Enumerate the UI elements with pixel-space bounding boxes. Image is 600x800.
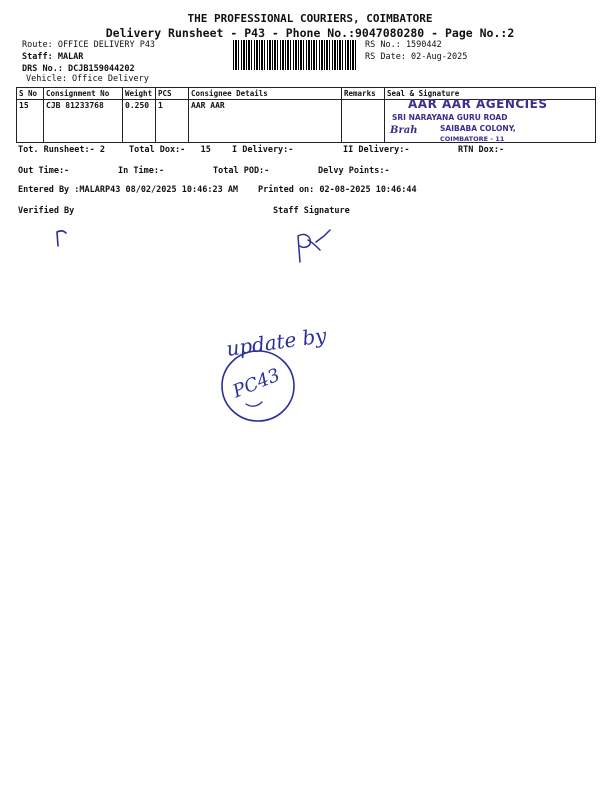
rs-date: RS Date: 02-Aug-2025: [365, 52, 468, 62]
cell-consignee: AAR AAR: [189, 100, 342, 143]
stamp-line-3: SAIBABA COLONY,: [440, 124, 516, 133]
staff-text: Staff: MALAR: [22, 52, 84, 62]
in-time: In Time:-: [118, 166, 165, 176]
col-seal: Seal & Signature: [385, 88, 596, 100]
total-dox: Total Dox:- 15: [129, 145, 211, 155]
i-delivery: I Delivery:-: [232, 145, 294, 155]
col-remarks: Remarks: [342, 88, 385, 100]
barcode-image: [233, 40, 357, 70]
runsheet-title: Delivery Runsheet - P43 - Phone No.:9047080280 - Page No.:2: [105, 26, 515, 40]
staff-signature-label: Staff Signature: [273, 206, 350, 216]
cell-consignment: CJB 81233768: [44, 100, 123, 143]
out-time: Out Time:-: [18, 166, 70, 176]
stamp-line-4: COIMBATORE - 11: [440, 135, 505, 141]
col-consignee: Consignee Details: [189, 88, 342, 100]
col-consignment: Consignment No: [44, 88, 123, 100]
rtn-dox: RTN Dox:-: [458, 145, 505, 155]
tot-runsheet: Tot. Runsheet:- 2: [18, 145, 105, 155]
stamp-signature: Brah: [390, 125, 418, 136]
vehicle-text: Vehicle: Office Delivery: [26, 74, 149, 84]
drs-number: DRS No.: DCJB159044202: [22, 64, 135, 74]
cell-pcs: 1: [156, 100, 189, 143]
entered-by: Entered By :MALARP43 08/02/2025 10:46:23 AM: [18, 185, 239, 195]
stamp-line-1: AAR AAR AGENCIES: [408, 97, 548, 111]
printed-on: Printed on: 02-08-2025 10:46:44: [258, 185, 417, 195]
stamp-line-2: SRI NARAYANA GURU ROAD: [392, 113, 508, 122]
ii-delivery: II Delivery:-: [343, 145, 410, 155]
col-weight: Weight: [123, 88, 156, 100]
verified-by-label: Verified By: [18, 206, 75, 216]
cell-sno: 15: [17, 100, 44, 143]
rs-number: RS No.: 1590442: [365, 40, 442, 50]
cell-remarks: [342, 100, 385, 143]
pc43-text: PC43: [229, 364, 283, 403]
col-pcs: PCS: [156, 88, 189, 100]
handwritten-note: update by: [224, 323, 328, 361]
col-sno: S No: [17, 88, 44, 100]
seal-stamp: [390, 97, 590, 147]
company-title: THE PROFESSIONAL COURIERS, COIMBATORE: [187, 12, 433, 25]
cell-weight: 0.250: [123, 100, 156, 143]
staff-signature-mark: [290, 226, 340, 266]
verified-signature-mark: [52, 226, 72, 250]
delvy-points: Delvy Points:-: [318, 166, 390, 176]
total-pod: Total POD:-: [213, 166, 270, 176]
route-text: Route: OFFICE DELIVERY P43: [22, 40, 156, 50]
